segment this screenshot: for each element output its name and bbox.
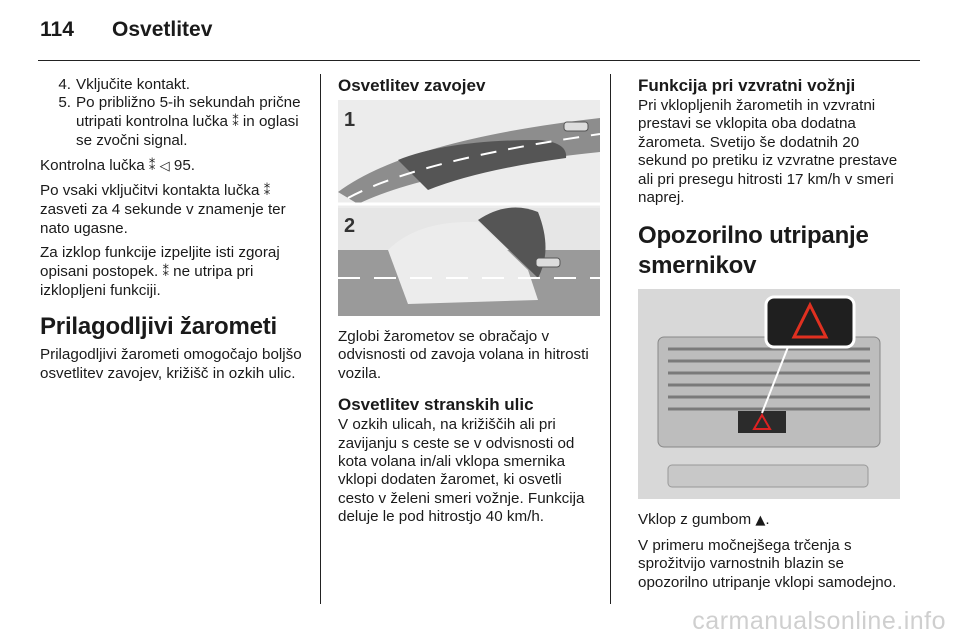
paragraph: Po vsaki vključitvi kontakta lučka ⁑ zasveti za 4 sekunde v znamenje ter nato ugasne.: [40, 182, 286, 237]
figure-label-1: 1: [344, 109, 356, 131]
steps-list: [40, 76, 308, 151]
paragraph: V ozkih ulicah, na križiščih ali pri zavijanju s ceste se v odvisnosti od kota volana in/ali vklopa smernika vklopi dodaten žaromet, ki osvetli cesto v želeni smeri vožnje. Funkcija deluje le pod hitrostjo 40 km/h.: [338, 416, 585, 526]
header-rule: [38, 60, 920, 61]
page-title: Osvetlitev: [112, 18, 213, 41]
subsection-heading: Osvetlitev zavojev: [338, 76, 486, 95]
headlight-illustration: [338, 100, 600, 316]
figure-label-2: 2: [344, 215, 356, 237]
reference-paragraph: Kontrolna lučka ⁑ ◁ 95.: [40, 156, 195, 174]
section-heading: Prilagodljivi žarometi: [40, 313, 277, 341]
hazard-icon: ▲: [755, 513, 766, 529]
page-header: [40, 18, 212, 42]
column-divider-2: [610, 74, 611, 604]
indicator-icon: ⁑: [162, 264, 169, 280]
indicator-icon: ⁑: [232, 114, 239, 130]
column-3: [638, 76, 900, 598]
paragraph: Za izklop funkcije izpeljite isti zgoraj opisani postopek. ⁑ ne utripa pri izklopljeni funkciji.: [40, 244, 280, 300]
list-item: 4. Vključite kontakt.: [58, 76, 190, 93]
list-item: 5. Po približno 5-ih sekundah prične utripati kontrolna lučka ⁑ in oglasi se zvočni signal.: [58, 94, 301, 150]
paragraph: V primeru močnejšega trčenja s sprožitvijo varnostnih blazin se opozorilno utripanje vklopi samodejno.: [638, 536, 897, 591]
section-heading: Opozorilno utripanje smernikov: [638, 222, 869, 280]
subsection-heading: Osvetlitev stranskih ulic: [338, 395, 534, 415]
column-2: [338, 76, 600, 533]
indicator-icon: ⁑: [148, 158, 156, 174]
watermark: carmanualsonline.info: [692, 607, 946, 635]
paragraph: Vklop z gumbom ▲.: [638, 511, 770, 529]
page-number: 114: [40, 18, 74, 41]
indicator-icon: ⁑: [263, 184, 271, 200]
subsection-heading: Funkcija pri vzvratni vožnji: [638, 76, 856, 95]
paragraph: Pri vklopljenih žarometih in vzvratni prestavi se vklopita oba dodatna žarometa. Svetijo še dodatnih 20 sekund po pretiku iz vzvratne prestave ali pri presegu hitrosti 17 km/h v smeri naprej.: [638, 97, 898, 207]
page-ref-icon: ◁: [159, 158, 170, 174]
column-1: [40, 76, 308, 389]
column-divider-1: [320, 74, 321, 604]
paragraph: Prilagodljivi žarometi omogočajo boljšo osvetlitev zavojev, križišč in ozkih ulic.: [40, 346, 302, 382]
paragraph: Zglobi žarometov se obračajo v odvisnosti od zavoja volana in hitrosti vozila.: [338, 328, 589, 382]
hazard-button-illustration: [638, 289, 900, 499]
